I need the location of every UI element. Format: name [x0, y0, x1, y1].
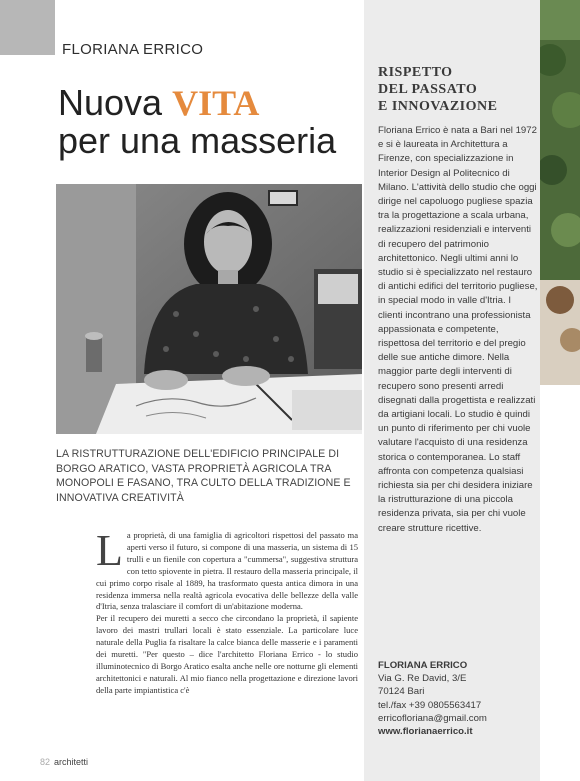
portrait-illustration [56, 184, 362, 434]
drop-cap: L [96, 526, 123, 575]
sidebar-title [378, 64, 538, 115]
page-number: 82 [40, 757, 51, 767]
garden-illustration [540, 0, 580, 385]
author-header: FLORIANA ERRICO [62, 41, 204, 58]
magazine-name: architetti [54, 757, 89, 767]
corner-block [0, 0, 55, 55]
article-body [96, 526, 358, 697]
body-paragraph-2: Per il recupero dei muretti a secco che circondano la proprietà, il sapiente lavoro dei mastri trullari locali è stato essenziale. La particolare luce naturale della Puglia fa risaltare la calce bianca delle masserie e i paramenti dei muretti. "Per questo – dice l'architetto Floriana Errico - lo studio illuminotecnico di Borgo Aratico esalta anche nelle ore notturne gli elementi architettonici e naturali. Al mio fianco nella progettazione e direzione lavori della parte impiantistica c'è [96, 613, 358, 695]
sidebar-text: Floriana Errico è nata a Bari nel 1972 e si è laureata in Architettura a Firenze, con specializzazione in Interior Design al Politecnico di Milano. L'attività dello studio che oggi dirige nel capoluogo pugliese spazia tra la progettazione a scala urbana, realizzazioni residenziali e interventi di recupero del patrimonio architettonico. Negli ultimi anni lo studio si è specializzato nel restauro di antichi edifici del territorio pugliese, in special modo in valle d'Itria. I clienti incontrano una professionista appassionata e competente, rispettosa del territorio e del pregio delle sue antiche dimore. Nella maggior parte degli interventi di recupero sono presenti arredi disegnati dalla progettista e realizzati da artigiani locali. Lo studio è quindi un punto di riferimento per chi vuole valutare l'acquisto di una residenza storica o contemporanea. Lo staff affronta con competenza qualsiasi richiesta sia per chi desidera iniziare la ristrutturazione di una piccola residenza privata, sia per chi vuole creare strutture ricettive. [378, 125, 538, 534]
sidebar-title-line: DEL PASSATO [378, 82, 478, 97]
headline-line2: per una masseria [58, 120, 337, 161]
contact-block [378, 659, 538, 738]
portrait-photo [56, 184, 362, 434]
sidebar-title-line: E INNOVAZIONE [378, 99, 498, 114]
contact-name: FLORIANA ERRICO [378, 660, 468, 671]
sidebar-title-line: RISPETTO [378, 65, 453, 80]
contact-website[interactable]: www.florianaerrico.it [378, 726, 473, 738]
photo-caption: LA RISTRUTTURAZIONE DELL'EDIFICIO PRINCIPALE DI BORGO ARATICO, VASTA PROPRIETÀ AGRICOLA TRA MONOPOLI E FASANO, TRA CULTO DELLA TRADIZIONE E INNOVATIVA CREATIVITÀ [56, 448, 351, 504]
body-paragraph-1 [96, 526, 358, 613]
headline-accent: VITA [172, 83, 260, 123]
body-paragraph-1-text: a proprietà, di una famiglia di agricoltori rispettosi del passato ma aperti verso il futuro, si compone di una masseria, un sistema di 15 trulli e un fienile con copertura a "cummersa", suggestiva struttura con tetto spiovente in pietra. Il restauro della masseria principale, il cui primo corpo risale al 1889, ha trasformato questa antica dimora in una residenza immersa nella realtà agricola evocativa delle bellezze della valle d'Itria, senza tralasciare il comfort di un'abitazione moderna. [96, 530, 358, 612]
contact-address: Via G. Re David, 3/E [378, 673, 467, 685]
contact-city: 70124 Bari [378, 686, 425, 698]
garden-photo-strip [540, 0, 580, 385]
headline [58, 84, 358, 160]
headline-pre: Nuova [58, 82, 173, 123]
contact-phone: tel./fax +39 0805563417 [378, 699, 482, 711]
contact-email[interactable]: erricofloriana@gmail.com [378, 712, 487, 724]
page-footer [40, 757, 88, 767]
